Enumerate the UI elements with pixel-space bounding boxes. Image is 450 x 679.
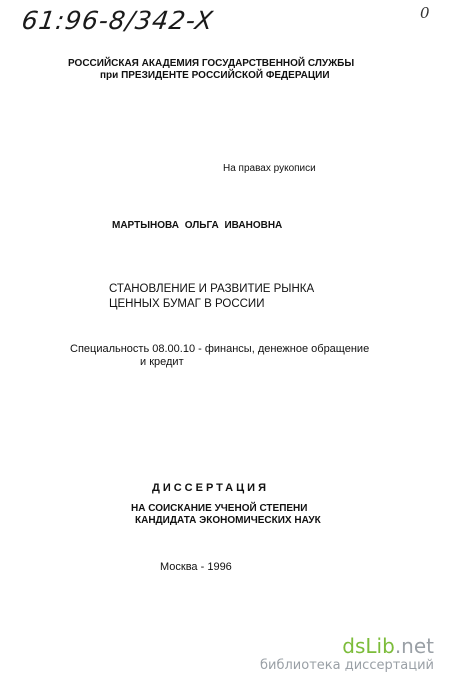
specialty-line-2: и кредит	[140, 356, 184, 368]
watermark-brand-1: dsLib	[342, 634, 395, 658]
title-line-1: СТАНОВЛЕНИЕ И РАЗВИТИЕ РЫНКА	[109, 283, 315, 295]
watermark-tagline: библиотека диссертаций	[260, 658, 434, 673]
page-mark: 0	[420, 4, 430, 22]
specialty-line-1: Специальность 08.00.10 - финансы, денежное обращение	[70, 343, 370, 355]
org-line-1: РОССИЙСКАЯ АКАДЕМИЯ ГОСУДАРСТВЕННОЙ СЛУЖБЫ	[68, 58, 355, 69]
rights-note: На правах рукописи	[223, 163, 316, 174]
author-name: МАРТЫНОВА ОЛЬГА ИВАНОВНА	[112, 220, 283, 231]
degree-line-1: НА СОИСКАНИЕ УЧЕНОЙ СТЕПЕНИ	[131, 503, 308, 514]
watermark	[260, 634, 434, 673]
title-line-2: ЦЕННЫХ БУМАГ В РОССИИ	[109, 298, 265, 310]
watermark-brand-2: .net	[394, 634, 434, 658]
degree-line-2: КАНДИДАТА ЭКОНОМИЧЕСКИХ НАУК	[135, 515, 321, 526]
city-year: Москва - 1996	[160, 561, 232, 573]
org-line-2: при ПРЕЗИДЕНТЕ РОССИЙСКОЙ ФЕДЕРАЦИИ	[100, 70, 330, 81]
doc-type-heading: ДИССЕРТАЦИЯ	[152, 482, 269, 494]
archive-code-handwritten: 61:96-8/342-X	[19, 6, 216, 35]
watermark-logo	[260, 634, 434, 658]
